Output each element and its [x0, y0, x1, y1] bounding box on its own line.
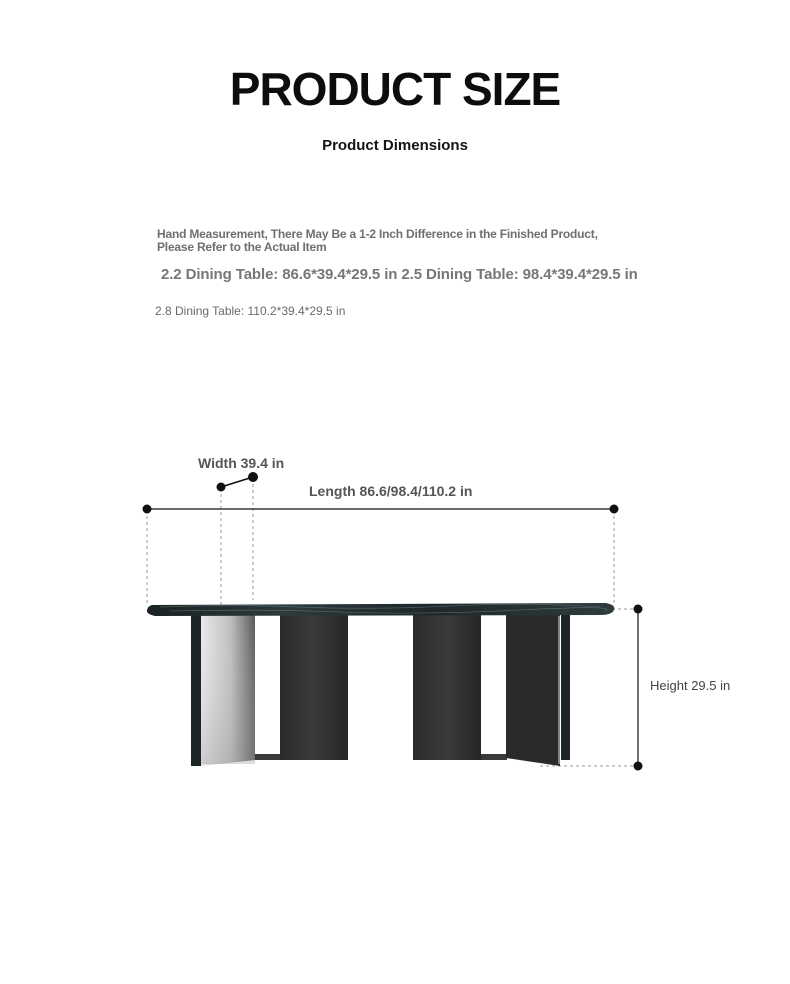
left-outer-leg — [191, 614, 201, 766]
length-endpoint-right — [610, 505, 618, 513]
length-endpoint-left — [143, 505, 151, 513]
table-top — [147, 603, 614, 616]
right-outer-leg — [561, 614, 570, 760]
height-dimension — [634, 605, 642, 770]
length-dimension — [143, 505, 618, 513]
dark-panel-angled — [506, 614, 560, 766]
dimensions-line-2: 2.8 Dining Table: 110.2*39.4*29.5 in — [155, 304, 346, 318]
height-label: Height 29.5 in — [650, 678, 731, 693]
height-endpoint-bottom — [634, 762, 642, 770]
width-dimension — [217, 473, 258, 492]
height-endpoint-top — [634, 605, 642, 613]
marble-top — [147, 603, 614, 616]
dimensions-line-1: 2.2 Dining Table: 86.6*39.4*29.5 in 2.5 Dining Table: 98.4*39.4*29.5 in — [161, 266, 638, 283]
width-endpoint-back — [249, 473, 258, 482]
page-title: PRODUCT SIZE — [229, 63, 561, 115]
width-endpoint-front — [217, 483, 225, 491]
width-label: Width 39.4 in — [198, 455, 285, 471]
table-base — [191, 614, 570, 766]
length-label: Length 86.6/98.4/110.2 in — [309, 483, 473, 499]
dark-panel-right — [413, 614, 481, 760]
section-subtitle: Product Dimensions — [322, 137, 468, 154]
measurement-disclaimer: Hand Measurement, There May Be a 1-2 Inch Difference in the Finished Product, Please Refer to the Actual Item — [157, 227, 598, 254]
dark-panel-left — [280, 614, 348, 760]
